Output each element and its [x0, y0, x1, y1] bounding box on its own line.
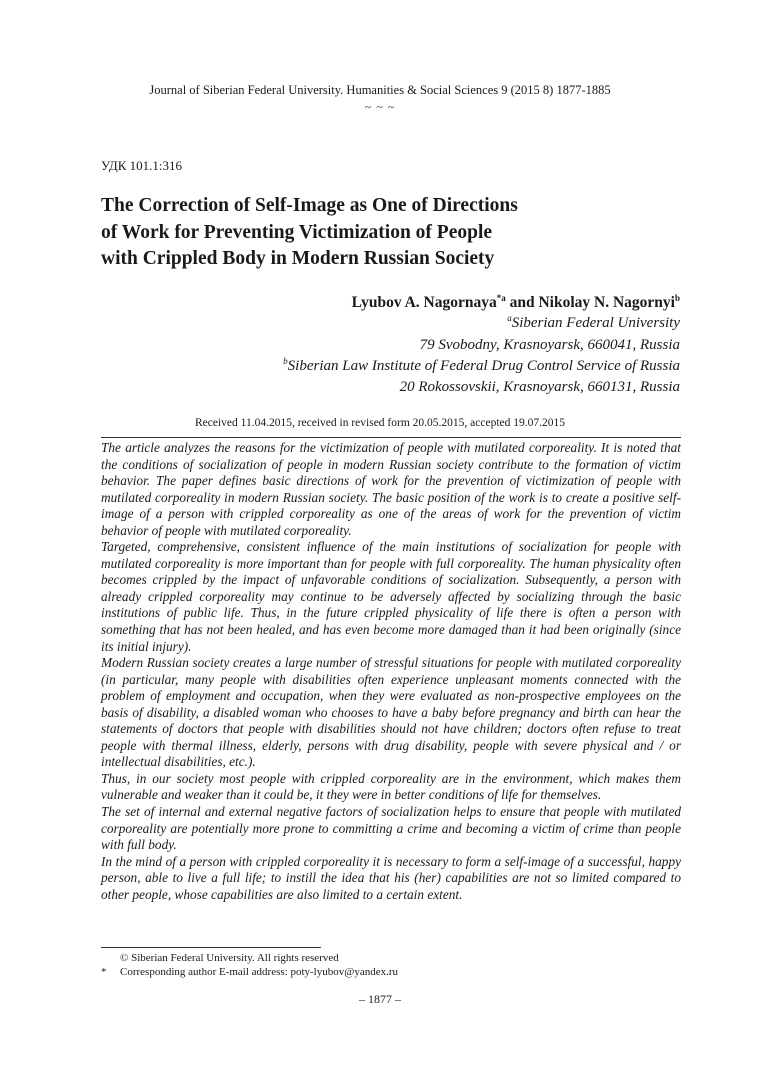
affiliation-a-address: 79 Svobodny, Krasnoyarsk, 660041, Russia [419, 336, 680, 353]
affiliation-b [120, 356, 680, 377]
footnote-star: * [101, 966, 107, 978]
author-conjunction: and [505, 294, 539, 311]
abstract-paragraph: Thus, in our society most people with crippled corporeality are in the environment, which makes them vulnerable and weaker than it could be, it they were in better conditions of life for themselves. [101, 770, 681, 803]
page-number: – 1877 – [359, 992, 401, 1006]
abstract-divider [101, 437, 681, 438]
journal-header: Journal of Siberian Federal University. Humanities & Social Sciences 9 (2015 8) 1877-1885 [149, 83, 611, 97]
article-title [101, 193, 661, 273]
abstract-paragraph: The article analyzes the reasons for the victimization of people with mutilated corporeality. It is noted that the conditions of socialization of people in modern Russian society contribute to the formation of victim behavior. The paper defines basic directions of work for the prevention of victimization of people with mutilated corporeality in modern Russian society. The basic position of the work is to create a positive self-image of a person with crippled corporeality as one of the areas of work for the prevention of victim behavior of people with mutilated corporeality. [101, 440, 681, 538]
corresponding-author-note [101, 966, 398, 979]
received-dates: Received 11.04.2015, received in revised form 20.05.2015, accepted 19.07.2015 [194, 417, 566, 429]
abstract-paragraph: In the mind of a person with crippled corporeality it is necessary to form a self-image of a successful, happy person, able to live a full life; to instill the idea that his (her) capabilities are not so limited compared to other people, whose capabilities are also limited to a certain extent. [101, 853, 681, 902]
title-line: The Correction of Self-Image as One of Directions [101, 195, 518, 216]
aff-b-name: Siberian Law Institute of Federal Drug Control Service of Russia [287, 357, 680, 374]
author-1: Lyubov A. Nagornaya [351, 294, 497, 311]
copyright-note: © Siberian Federal University. All rights reserved [120, 952, 339, 964]
author-1-mark: *a [496, 292, 506, 303]
affiliation-b-address: 20 Rokossovskii, Krasnoyarsk, 660131, Russia [399, 379, 680, 396]
abstract-paragraph: Modern Russian society creates a large number of stressful situations for people with mutilated corporeality (in particular, many people with disabilities often experience unpleasant moments connected with the problem of employment and occupation, when they were evaluated as non-prospective employees on the basis of disability, a disabled woman who chooses to have a baby before pregnancy and birth can hear the statements of doctors that people with disabilities should not have children; doctors often refuse to treat people with thermal illness, elderly, persons with drug disability, people with severe physical and / or intellectual disabilities, etc.). [101, 655, 681, 770]
aff-a-mark: a [507, 313, 512, 324]
author-2-mark: b [674, 292, 680, 303]
aff-a-name: Siberian Federal University [511, 315, 680, 332]
udk-code: УДК 101.1:316 [101, 158, 183, 173]
title-line: of Work for Preventing Victimization of People [101, 221, 493, 243]
abstract-paragraph: Targeted, comprehensive, consistent influence of the main institutions of socialization for people with mutilated corporeality is more important than for people with full corporeality. The human physicality often becomes crippled by the impact of unfavorable conditions of socialization. Subsequently, a person with already crippled corporeality may continue to be adversely affected by socializing through the basic institutions of public life. Thus, in the future crippled physicality of life there is often a person with something that has not been healed, and has even become more damaged than it had been originally (since its initial injury). [101, 539, 681, 654]
abstract-paragraph: The set of internal and external negative factors of socialization helps to ensure that people with mutilated corporeality are potentially more prone to committing a crime and becoming a victim of crime than people with full body. [101, 804, 681, 853]
footnote-divider [101, 947, 321, 948]
author-block [120, 292, 680, 398]
corresponding-author-text: Corresponding author E-mail address: poty-lyubov@yandex.ru [120, 966, 399, 978]
affiliation-a [120, 313, 680, 334]
header-ornament: ~ ~ ~ [364, 100, 396, 114]
abstract [101, 440, 681, 903]
author-names [120, 292, 680, 313]
author-2: Nikolay N. Nagornyi [538, 294, 675, 311]
title-line: with Crippled Body in Modern Russian Society [101, 248, 495, 269]
aff-b-mark: b [283, 355, 288, 366]
